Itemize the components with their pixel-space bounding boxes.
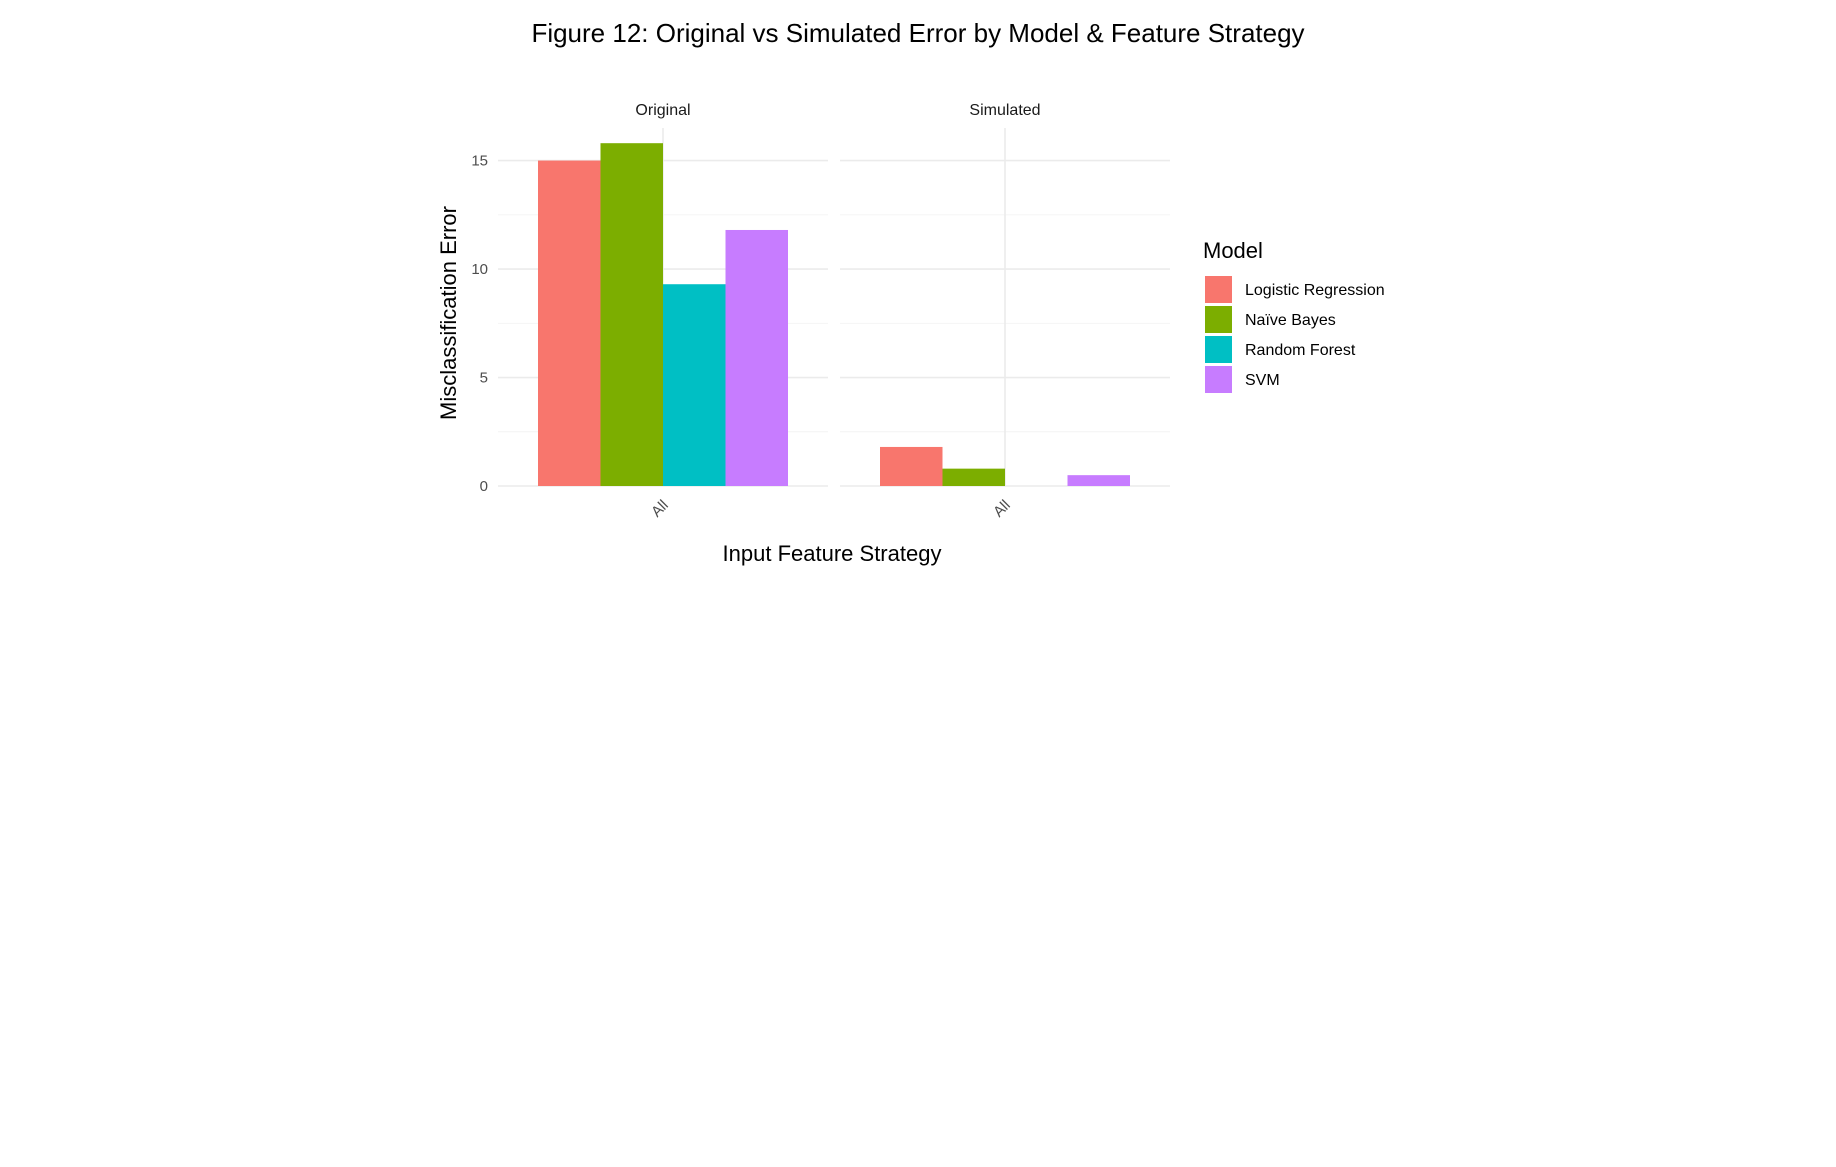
y-tick-label: 15 bbox=[471, 152, 488, 170]
legend-item bbox=[1205, 276, 1385, 303]
x-axis-title: Input Feature Strategy bbox=[722, 541, 942, 566]
y-tick-label: 5 bbox=[479, 369, 488, 387]
legend bbox=[1205, 276, 1385, 393]
x-tick-label: All bbox=[990, 496, 1014, 521]
bar-simulated-svm bbox=[1068, 475, 1131, 486]
legend-swatch bbox=[1205, 366, 1232, 393]
bar-original-logistic-regression bbox=[538, 161, 601, 486]
x-tick-label: All bbox=[648, 496, 672, 521]
legend-item bbox=[1205, 366, 1280, 393]
panel-simulated bbox=[840, 102, 1170, 521]
bar-original-random-forest bbox=[663, 284, 726, 486]
y-tick-label: 10 bbox=[471, 261, 488, 279]
panel-label: Original bbox=[635, 102, 691, 119]
legend-label: Random Forest bbox=[1245, 342, 1356, 359]
legend-swatch bbox=[1205, 336, 1232, 363]
legend-item bbox=[1205, 336, 1356, 363]
y-axis-title: Misclassification Error bbox=[436, 206, 461, 420]
legend-swatch bbox=[1205, 276, 1232, 303]
bar-simulated-logistic-regression bbox=[880, 447, 943, 486]
legend-label: SVM bbox=[1245, 372, 1280, 389]
plot-panels bbox=[471, 102, 1170, 521]
bar-original-svm bbox=[726, 230, 789, 486]
chart-title: Figure 12: Original vs Simulated Error by Model & Feature Strategy bbox=[531, 18, 1305, 48]
legend-label: Logistic Regression bbox=[1245, 282, 1385, 299]
bar-original-na-ve-bayes bbox=[601, 143, 664, 486]
legend-label: Naïve Bayes bbox=[1245, 312, 1336, 329]
y-tick-label: 0 bbox=[479, 478, 488, 495]
legend-title: Model bbox=[1203, 238, 1263, 263]
panel-label: Simulated bbox=[969, 102, 1041, 119]
bar-simulated-na-ve-bayes bbox=[943, 469, 1006, 486]
legend-item bbox=[1205, 306, 1336, 333]
panel-original bbox=[471, 102, 828, 521]
legend-swatch bbox=[1205, 306, 1232, 333]
